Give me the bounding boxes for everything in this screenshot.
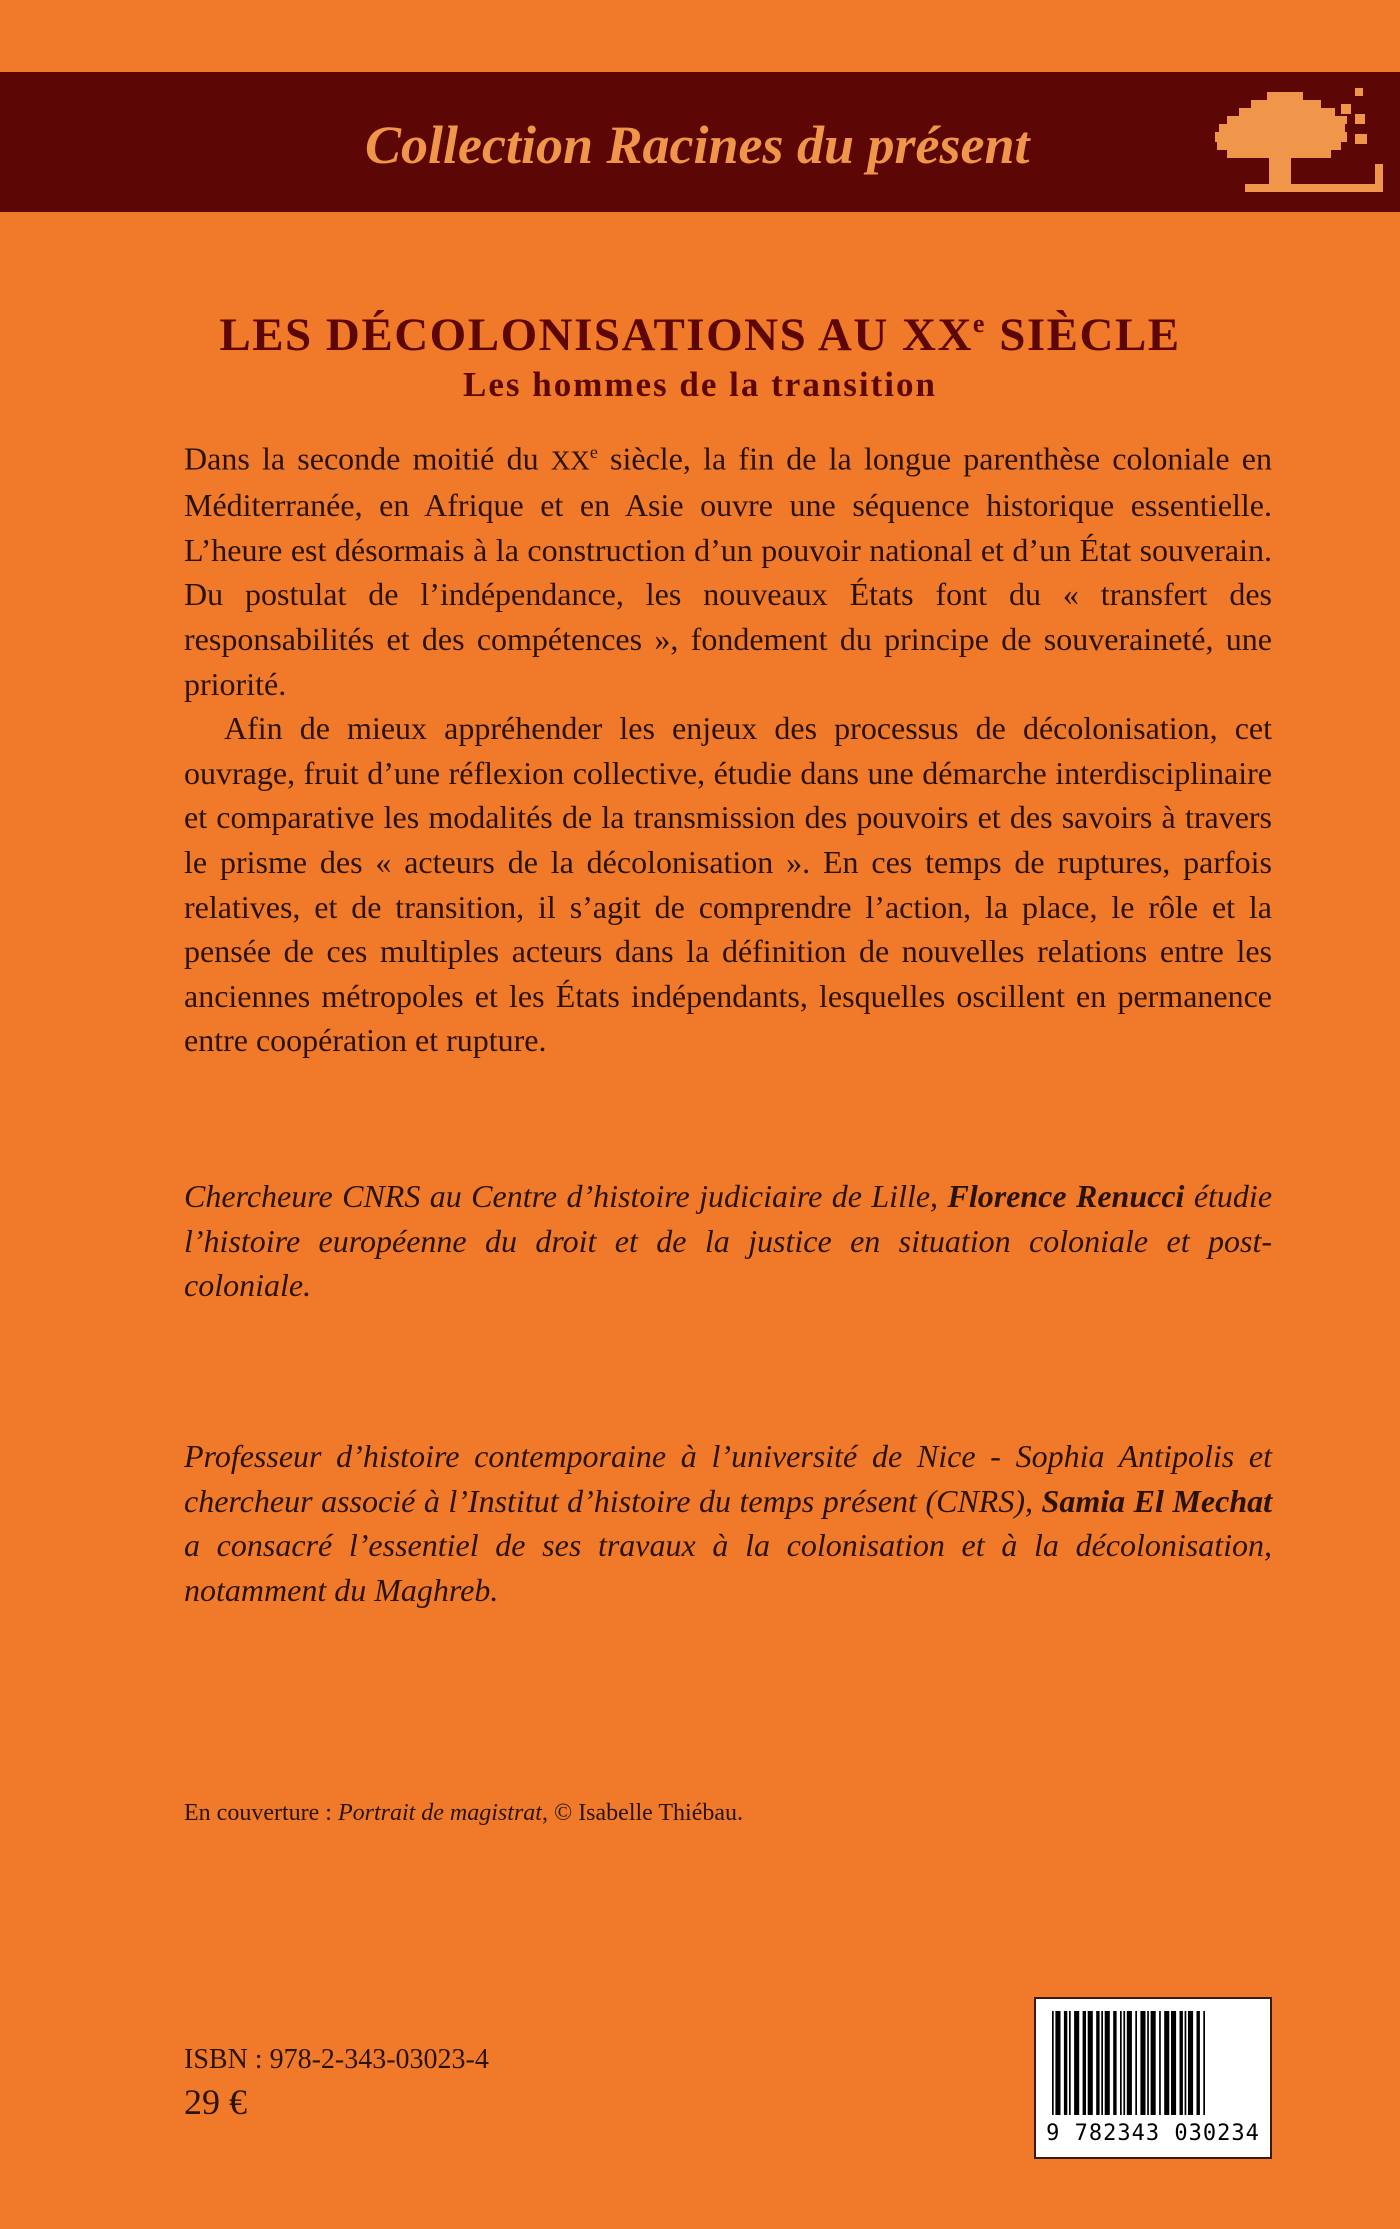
credit-prefix: En couverture :	[184, 1800, 338, 1826]
barcode	[1034, 1997, 1272, 2159]
summary-p1-century: XX	[550, 445, 590, 476]
barcode-digits: 9 782343 030234	[1046, 2121, 1260, 2146]
author-bio-2	[184, 1434, 1272, 1612]
barcode-bar	[1151, 2011, 1156, 2115]
barcode-bar	[1147, 2011, 1149, 2115]
barcode-bar	[1171, 2011, 1176, 2115]
barcode-bar	[1203, 2011, 1205, 2115]
summary-p1-start: Dans la seconde moitié du	[184, 440, 551, 477]
barcode-bar	[1083, 2011, 1086, 2115]
barcode-bar	[1069, 2011, 1071, 2115]
barcode-bar	[1120, 2011, 1122, 2115]
summary-paragraph-2: Afin de mieux appréhender les enjeux des processus de décolonisation, cet ouvrage, fruit d’une réflexion collective, étudie dans une démarche interdisciplinaire et comparative les modalités de la transmission des pouvoirs et des savoirs à travers le prisme des « acteurs de la décolonisation ». En ces temps de ruptures, parfois relatives, et de transition, il s’agit de comprendre l’action, la place, le rôle et la pensée de ces multiples acteurs dans la définition de nouvelles relations entre les anciennes métropoles et les États indépendants, lesquelles oscillent en permanence entre coopération et rupture.	[184, 710, 1272, 1059]
book-subtitle: Les hommes de la transition	[463, 365, 937, 404]
book-title-block	[0, 296, 1400, 407]
barcode-bar	[1101, 2011, 1103, 2115]
author-2-desc: a consacré l’essentiel de ses travaux à la colonisation et à la décolonisation, notamment du Maghreb.	[184, 1527, 1272, 1608]
barcode-bar	[1188, 2011, 1193, 2115]
author-bio-1	[184, 1174, 1272, 1308]
tree-logo-icon	[1205, 84, 1385, 200]
barcode-bar	[1088, 2011, 1093, 2115]
barcode-bar	[1055, 2011, 1060, 2115]
barcode-bar	[1123, 2011, 1125, 2115]
barcode-bar	[1180, 2011, 1183, 2115]
price: 29 €	[184, 2082, 247, 2122]
barcode-bar	[1064, 2011, 1067, 2115]
barcode-bar	[1052, 2011, 1054, 2115]
barcode-bar	[1185, 2011, 1187, 2115]
author-2-intro: Professeur d’histoire contemporaine à l’université de Nice - Sophia Antipolis et chercheur associé à l’Institut d’histoire du temps présent (CNRS),	[184, 1438, 1272, 1519]
credit-work: Portrait de magistrat	[337, 1800, 542, 1826]
title-suffix: SIÈCLE	[985, 309, 1181, 361]
summary-text	[184, 430, 1272, 1063]
collection-title: Collection Racines du présent	[365, 115, 1030, 175]
title-century-sup: e	[972, 309, 986, 338]
barcode-bar	[1074, 2011, 1079, 2115]
barcode-bar	[1105, 2011, 1110, 2115]
author-1-desc: étudie l’histoire européenne du droit et de la justice en situation coloniale et post-coloniale.	[184, 1178, 1273, 1304]
isbn: ISBN : 978-2-343-03023-4	[184, 2044, 489, 2075]
barcode-bar	[1127, 2011, 1132, 2115]
barcode-bar	[1197, 2011, 1200, 2115]
barcode-bar	[1135, 2011, 1137, 2115]
title-century: XX	[902, 309, 973, 361]
author-2-name: Samia El Mechat	[1041, 1482, 1273, 1519]
author-1-name: Florence Renucci	[947, 1178, 1185, 1214]
cover-credit	[184, 1797, 743, 1829]
summary-p1-sup: e	[589, 442, 598, 462]
summary-paragraph-1	[184, 430, 1272, 706]
barcode-bar	[1140, 2011, 1145, 2115]
title-prefix: LES DÉCOLONISATIONS AU	[219, 309, 903, 361]
barcode-bar	[1113, 2011, 1116, 2115]
barcode-bar	[1096, 2011, 1099, 2115]
barcode-bar	[1164, 2011, 1169, 2115]
author-1-intro: Chercheure CNRS au Centre d’histoire judiciaire de Lille,	[184, 1178, 948, 1214]
credit-suffix: , © Isabelle Thiébau.	[541, 1800, 744, 1826]
summary-p1-rest: siècle, la fin de la longue parenthèse coloniale en Méditerranée, en Afrique et en Asie ouvre une séquence historique essentielle. L’heure est désormais à la construction d’un pouvoir national et d’un État souverain. Du postulat de l’indépendance, les nouveaux États font du « transfert des responsabilités et des compétences », fondement du principe de souveraineté, une priorité.	[184, 440, 1273, 702]
book-title	[0, 296, 1400, 363]
barcode-bar	[1159, 2011, 1161, 2115]
barcode-bars	[1048, 2011, 1262, 2119]
